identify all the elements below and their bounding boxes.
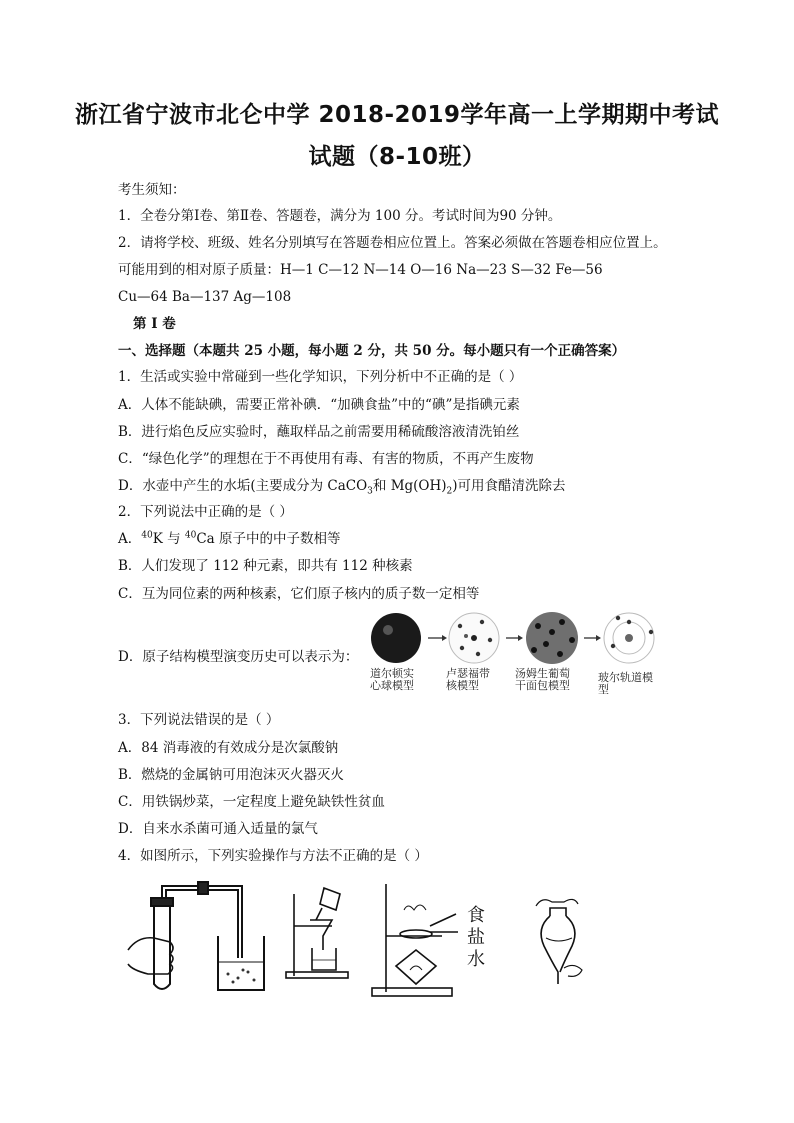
separatory-funnel-figure [528,888,590,988]
thomson-caption-l2: 干面包模型 [515,679,570,692]
airtightness-check-figure [118,878,268,998]
rutherford-caption-l1: 卢瑟福带 [446,667,490,680]
q3-option-a: A．84 消毒液的有效成分是次氯酸钠 [118,740,339,756]
arrow-icon-1 [428,635,447,641]
q3-option-d: D．自来水杀菌可通入适量的氯气 [118,821,318,837]
section-heading: 一、选择题（本题共 25 小题，每小题 2 分，共 50 分。每小题只有一个正确答案） [118,343,626,359]
q2-a-part2: K 与 [152,531,185,547]
notice-item-2: 2．请将学校、班级、姓名分别填写在答题卷相应位置上。答案必须做在答题卷相应位置上。 [118,235,667,251]
q1-option-b: B．进行焰色反应实验时，蘸取样品之前需要用稀硫酸溶液清洗铂丝 [118,424,520,440]
q2-a-part3: Ca 原子中的中子数相等 [196,531,341,547]
q1-d-sub2: 2 [446,486,453,497]
dalton-caption [370,668,414,692]
thomson-caption [515,668,570,692]
bohr-caption [598,672,653,696]
q2-a-sup2: 40 [184,530,197,541]
bohr-caption-l2: 型 [598,683,609,696]
evaporation-figure [370,880,460,998]
page-subtitle: 试题（8-10班） [308,144,486,170]
notice-heading: 考生须知： [118,182,186,198]
page-title: 浙江省宁波市北仑中学 2018-2019学年高一上学期期中考试 [74,102,720,128]
q3-option-c: C．用铁锅炒菜，一定程度上避免缺铁性贫血 [118,794,385,810]
thomson-caption-l1: 汤姆生葡萄 [515,667,570,680]
q1-d-sub1: 3 [367,486,373,497]
dalton-caption-l2: 心球模型 [370,679,414,692]
q2-option-b: B．人们发现了 112 种元素，即共有 112 种核素 [118,558,413,574]
salt-water-char-1: 食 [467,905,485,926]
q1-option-a: A．人体不能缺碘，需要正常补碘．“加碘食盐”中的“碘”是指碘元素 [118,397,520,413]
bohr-model-icon [604,613,654,663]
q2-a-part1: A． [118,531,142,547]
filtration-figure [282,880,354,980]
salt-water-char-2: 盐 [467,927,485,948]
arrow-icon-2 [506,635,523,641]
atomic-masses-line-1: 可能用到的相对原子质量：H—1 C—12 N—14 O—16 Na—23 S—32 Fe—56 [118,262,603,278]
q2-option-c: C．互为同位素的两种核素，它们原子核内的质子数一定相等 [118,586,480,602]
q1-d-part3: )可用食醋清洗除去 [452,478,566,494]
q1-option-d [118,477,566,495]
q2-option-d: D．原子结构模型演变历史可以表示为： [118,649,359,665]
q1-stem: 1．生活或实验中常碰到一些化学知识，下列分析中不正确的是（ ） [118,369,523,385]
q3-option-b: B．燃烧的金属钠可用泡沫灭火器灭火 [118,767,344,783]
rutherford-caption-l2: 核模型 [446,679,479,692]
q3-stem: 3．下列说法错误的是（ ） [118,712,280,728]
rutherford-caption [446,668,490,692]
volume-heading: 第 Ⅰ 卷 [133,316,176,332]
thomson-model-icon [526,612,578,664]
bohr-caption-l1: 玻尔轨道模 [598,671,653,684]
q2-option-a [118,530,341,548]
dalton-model-icon [371,613,421,663]
q4-stem: 4．如图所示，下列实验操作与方法不正确的是（ ） [118,848,428,864]
q2-a-sup1: 40 [141,530,153,541]
dalton-caption-l1: 道尔顿实 [370,667,414,680]
q2-stem: 2．下列说法中正确的是（ ） [118,504,293,520]
arrow-icon-3 [584,635,601,641]
salt-water-label [465,905,487,971]
q1-d-part1: D．水壶中产生的水垢(主要成分为 CaCO [118,478,368,494]
salt-water-char-3: 水 [467,949,485,970]
q1-option-c: C．“绿色化学”的理想在于不再使用有毒、有害的物质，不再产生废物 [118,451,534,467]
rutherford-model-icon [449,613,499,663]
notice-item-1: 1．全卷分第Ⅰ卷、第Ⅱ卷、答题卷，满分为 100 分。考试时间为90 分钟。 [118,208,562,224]
q1-d-part2: 和 Mg(OH) [372,478,447,494]
atomic-masses-line-2: Cu—64 Ba—137 Ag—108 [118,289,292,305]
